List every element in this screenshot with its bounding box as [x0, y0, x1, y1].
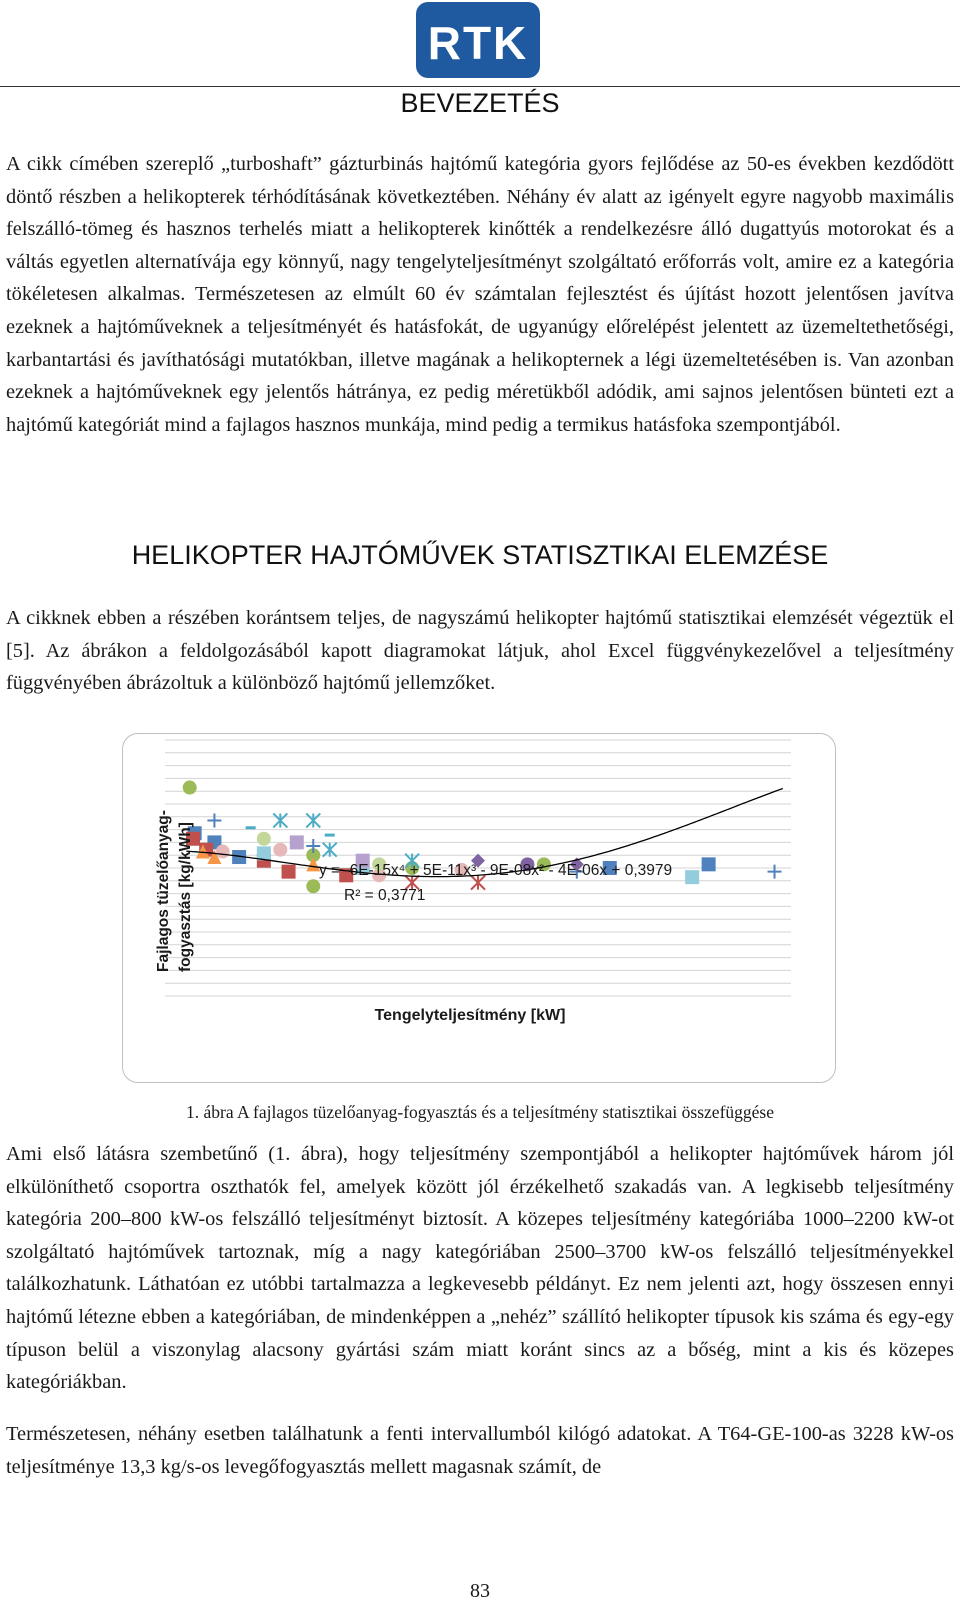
- data-point: [282, 865, 296, 879]
- y-axis-label-line1: Fajlagos tüzelőanyag-: [155, 810, 172, 972]
- data-point: [216, 845, 230, 859]
- data-point: [273, 813, 287, 827]
- figure-caption: 1. ábra A fajlagos tüzelőanyag-fogyasztás és a teljesítmény statisztikai összefüggése: [185, 1102, 774, 1122]
- data-point: [290, 835, 304, 849]
- data-point: [306, 879, 320, 893]
- trendline-equation: y = -6E-15x⁴ + 5E-11x³ - 9E-08x² - 4E-06x + 0,3979: [319, 862, 673, 879]
- analysis-paragraph: Ami első látásra szembetűnő (1. ábra), hogy teljesítmény szempontjából a helikopter hajtóművek három jól elkülöníthető csoportra oszthatók fel, amelyek között jól érzékelhető szakadás van. A legkisebb teljesítmény kategória 200–800 kW-os felszálló teljesítményt biztosít. A közepes teljesítmény kategóriába 1000–2200 kW-ot szolgáltató hajtóművek tartoznak, míg a nagy kategóriában 2500–3700 kW-os felszálló teljesítményekkel találkozhatunk. Láthatóan ez utóbbi tartalmazza a legkevesebb példányt. Ez nem jelenti azt, hogy összesen ennyi hajtómű létezne ebben a kategóriában, de mindenképpen a „nehéz” szállító helikopter típusok kis száma és egy-egy típuson belül a viszonylag alacsony gyártási szám miatt koránt sincs az a bőség, mint a kis és közepes kategóriákban.: [6, 1143, 954, 1394]
- data-point: [768, 865, 782, 879]
- rtk-logo: [416, 2, 540, 78]
- logo-lettering: RTK: [427, 17, 529, 69]
- data-point: [273, 843, 287, 857]
- data-point: [323, 843, 337, 857]
- page-number: 83: [470, 1580, 490, 1602]
- x-axis-label: Tengelyteljesítmény [kW]: [374, 1007, 566, 1024]
- figure-chart: [122, 733, 836, 1083]
- continuation-paragraph: Természetesen, néhány esetben találhatunk a fenti intervallumból kilógó adatokat. A T64-GE-100-as 3228 kW-os teljesítménye 13,3 kg/s-os levegőfogyasztás mellett magasnak számít, de: [6, 1423, 954, 1478]
- y-axis-label-line2: fogyasztás [kg/kWh]: [177, 822, 194, 972]
- y-axis-label: [155, 806, 194, 972]
- data-point: [685, 870, 699, 884]
- scatter-chart: [123, 734, 835, 1082]
- data-point: [183, 781, 197, 795]
- data-point: [702, 857, 716, 871]
- data-point: [257, 832, 271, 846]
- header-divider: [0, 86, 960, 87]
- data-point: [207, 813, 221, 827]
- statistics-paragraph: A cikknek ebben a részében korántsem teljes, de nagyszámú helikopter hajtómű statisztikai elemzését végeztük el [5]. Az ábrákon a feldolgozásából kapott diagramokat látjuk, ahol Excel függvénykezelővel a teljesítmény függvényében ábrázoltuk a különböző hajtómű jellemzőket.: [6, 607, 954, 695]
- intro-paragraph: A cikk címében szereplő „turboshaft” gázturbinás hajtómű kategória gyors fejlődése az 50-es években kezdődött döntő részben a helikopterek térhódításának következtében. Néhány év alatt az igényelt egyre nagyobb maximális felszálló-tömeg és hasznos terhelés miatt a helikopterek kinőtték a rendelkezésre álló dugattyús motorokat és a váltás egyetlen alternatívája egy könnyű, nagy tengelyteljesítményt szolgáltató erőforrás volt, amire ez a kategória tökéletesen alkalmas. Természetesen az elmúlt 60 év számtalan fejlesztést és újítást hozott jelentősen javítva ezeknek a hajtóműveknek a teljesítményét és hatásfokát, de ugyanúgy előrelépést jelentett az üzemeltethetőségi, karbantartási és javíthatósági mutatókban, illetve magának a helikopternek a légi üzemeltetésében is. Van azonban ezeknek a hajtóműveknek egy jelentős hátránya, ez pedig méretükből adódik, ami sajnos jelentősen bünteti ezt a hajtómű kategóriát mind a fajlagos hasznos munkája, mind pedig a termikus hatásfoka szempontjából.: [6, 153, 954, 436]
- data-point: [306, 813, 320, 827]
- section-heading-statistics: HELIKOPTER HAJTÓMŰVEK STATISZTIKAI ELEMZÉSE: [131, 540, 829, 570]
- trendline-r-squared: R² = 0,3771: [344, 887, 426, 904]
- section-heading-intro: BEVEZETÉS: [400, 88, 560, 118]
